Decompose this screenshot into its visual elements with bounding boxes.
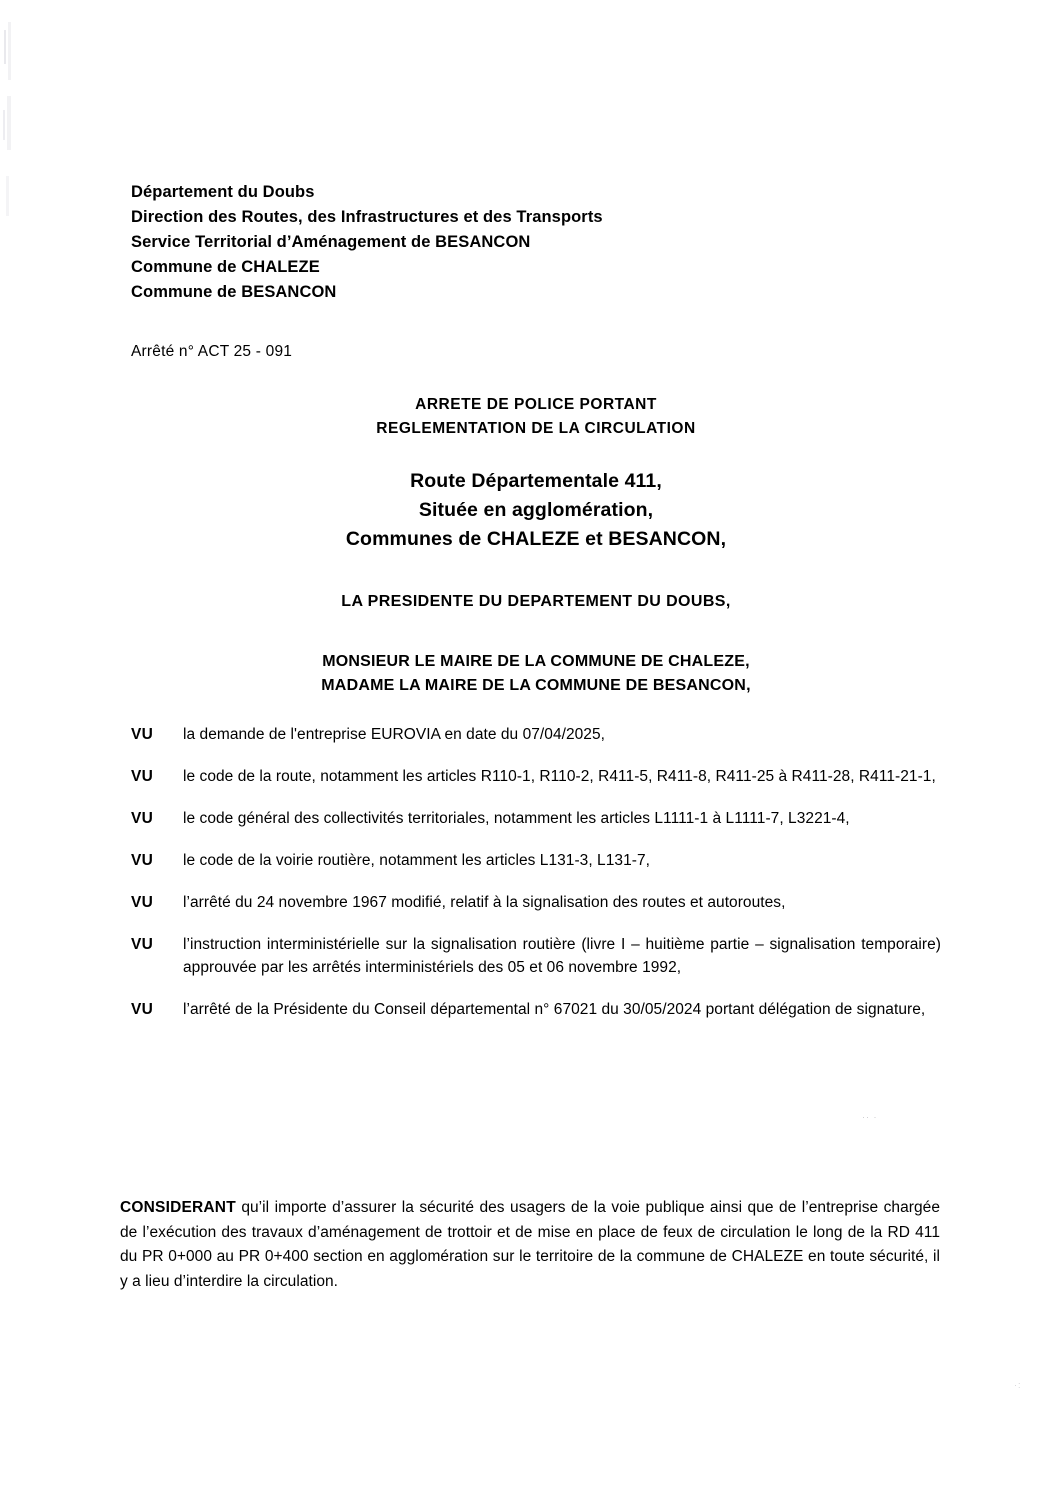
- signing-authorities-block: [131, 590, 941, 698]
- arrete-reference-number: Arrêté n° ACT 25 - 091: [131, 343, 293, 360]
- title-subtitle-line-2: REGLEMENTATION DE LA CIRCULATION: [376, 420, 696, 437]
- vu-clause-list: [131, 723, 941, 1040]
- vu-clause-item: [131, 933, 941, 979]
- vu-clause-item: [131, 891, 941, 914]
- title-subtitle-line-1: ARRETE DE POLICE PORTANT: [415, 396, 657, 413]
- title-main-line-2: Située en agglomération,: [418, 499, 654, 521]
- vu-clause-text-arrete-1967: l’arrêté du 24 novembre 1967 modifié, relatif à la signalisation des routes et autoroutes,: [183, 894, 786, 911]
- vu-clause-text-code-collectivites: le code général des collectivités territoriales, notamment les articles L1111-1 à L1111-7, L3221-4,: [183, 810, 850, 827]
- vu-label: VU: [131, 726, 154, 743]
- vu-clause-text-instruction-interministerielle: l’instruction interministérielle sur la signalisation routière (livre I – huitième partie – signalisation temporaire) approuvée par les arrêtés interministériels des 05 et 06 novembre 1992,: [183, 936, 941, 976]
- header-line-department: Département du Doubs: [131, 183, 315, 201]
- vu-clause-item: [131, 723, 941, 746]
- vu-label: VU: [131, 768, 154, 785]
- scan-artifact-right-bottom: ·:: [1014, 1380, 1022, 1390]
- scan-artifact-left-5: [6, 176, 9, 216]
- vu-label: VU: [131, 936, 154, 953]
- vu-clause-item: [131, 849, 941, 872]
- header-line-commune-besancon: Commune de BESANCON: [131, 283, 337, 301]
- vu-label: VU: [131, 810, 154, 827]
- considerant-paragraph: [120, 1196, 940, 1294]
- scan-artifact-left-3: [7, 96, 11, 150]
- vu-clause-text-code-voirie: le code de la voirie routière, notamment les articles L131-3, L131-7,: [183, 852, 650, 869]
- vu-clause-item: [131, 807, 941, 830]
- vu-clause-item: [131, 998, 941, 1021]
- vu-clause-text-delegation-signature: l’arrêté de la Présidente du Conseil départemental n° 67021 du 30/05/2024 portant délégation de signature,: [183, 1001, 926, 1018]
- considerant-keyword: CONSIDERANT: [120, 1199, 236, 1216]
- vu-label: VU: [131, 852, 154, 869]
- vu-label: VU: [131, 1001, 154, 1018]
- header-line-direction: Direction des Routes, des Infrastructures et des Transports: [131, 208, 603, 226]
- scan-artifact-left-1: [8, 22, 11, 80]
- vu-clause-text-code-route: le code de la route, notamment les articles R110-1, R110-2, R411-5, R411-8, R411-25 à R411-28, R411-21-1,: [183, 768, 936, 785]
- document-title-block: [131, 393, 941, 554]
- title-main-block: [131, 467, 941, 554]
- vu-clause-text-demande: la demande de l'entreprise EUROVIA en date du 07/04/2025,: [183, 726, 606, 743]
- authority-mayor-besancon: MADAME LA MAIRE DE LA COMMUNE DE BESANCON,: [321, 677, 751, 694]
- scan-artifact-left-4: [3, 110, 5, 140]
- considerant-body: qu’il importe d’assurer la sécurité des usagers de la voie publique ainsi que de l’entreprise chargée de l’exécution des travaux d’aménagement de trottoir et de mise en place de feux de circulation le long de la RD 411 du PR 0+000 au PR 0+400 section en agglomération sur le territoire de la commune de CHALEZE en toute sécurité, il y a lieu d’interdire la circulation.: [120, 1199, 940, 1290]
- scan-artifact-left-2: [4, 30, 6, 64]
- issuing-authority-header: [131, 180, 891, 305]
- authority-mayors: [131, 650, 941, 698]
- title-main-line-3: Communes de CHALEZE et BESANCON,: [345, 528, 727, 550]
- vu-clause-item: [131, 765, 941, 788]
- header-line-commune-chaleze: Commune de CHALEZE: [131, 258, 320, 276]
- vu-label: VU: [131, 894, 154, 911]
- header-line-service: Service Territorial d’Aménagement de BESANCON: [131, 233, 531, 251]
- authority-mayor-chaleze: MONSIEUR LE MAIRE DE LA COMMUNE DE CHALEZE,: [322, 653, 750, 670]
- authority-president: LA PRESIDENTE DU DEPARTEMENT DU DOUBS,: [341, 593, 731, 610]
- title-main-line-1: Route Départementale 411,: [410, 470, 662, 492]
- scan-artifact-right-mid: ·· ·: [862, 1112, 878, 1122]
